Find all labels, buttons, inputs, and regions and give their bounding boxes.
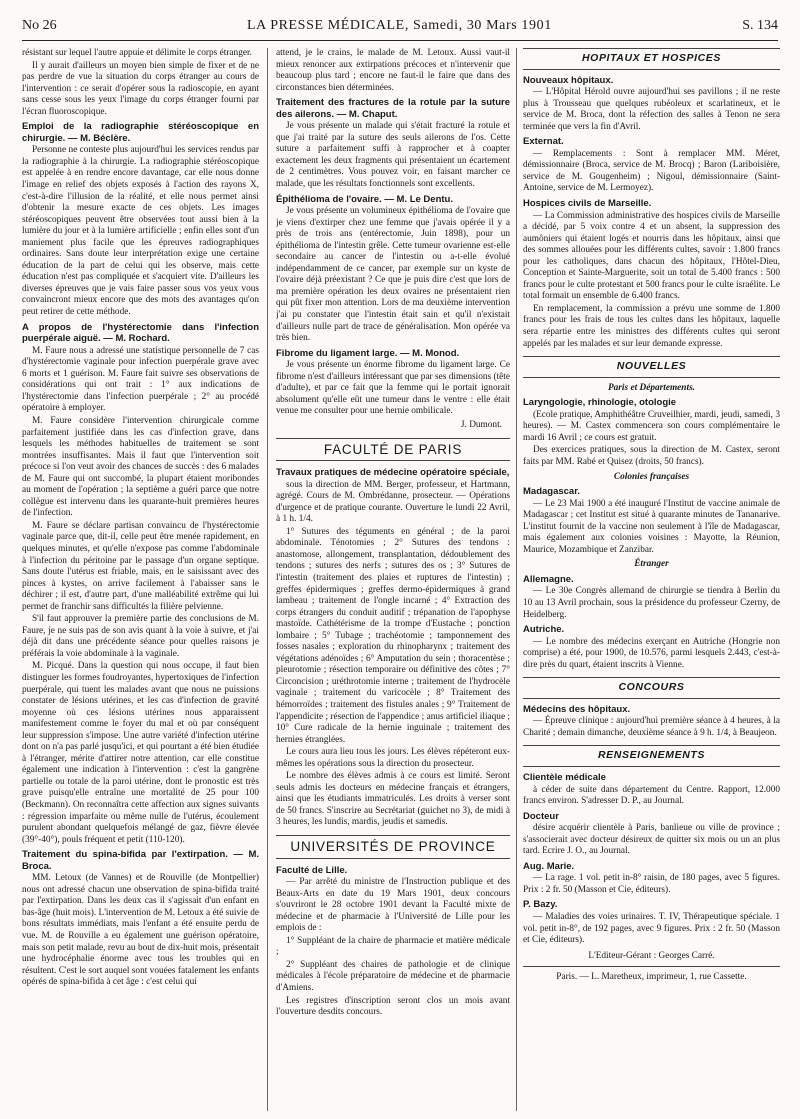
subsection-heading: Étranger: [634, 559, 669, 570]
section-heading: HOPITAUX ET HOSPICES: [523, 48, 780, 70]
paragraph: Le nombre des élèves admis à ce cours est limité. Seront seuls admis les docteurs en médecine français et étrangers, ainsi que les étudiants immatriculés. Les droits à verser sont de 50 francs. S'inscrire au Secrétariat (guichet no 3), de midi à 3 heures, les lundis, mardis, jeudis et samedis.: [276, 771, 510, 828]
paragraph: Il y aurait d'ailleurs un moyen bien simple de fixer et de ne pas perdre de vue la situation du corps étranger au cours de l'intervention : ce serait d'opérer sous la radioscopie, en ayant sans cesse sous les yeux l'image du corps étranger fourni par l'écran fluoroscopique.: [22, 60, 259, 117]
article-heading: Madagascar.: [523, 486, 581, 498]
article-heading: Nouveaux hôpitaux.: [523, 74, 614, 86]
paragraph: — La rage. 1 vol. petit in-8° raisin, de 180 pages, avec 5 figures. Prix : 2 fr. 50 (Masson et Cie, éditeurs).: [523, 873, 780, 895]
journal-title: LA PRESSE MÉDICALE, Samedi, 30 Mars 1901: [247, 18, 552, 33]
article-heading: Médecins des hôpitaux.: [523, 703, 631, 715]
paragraph: résistant sur lequel l'autre appuie et délimite le corps étranger.: [22, 48, 252, 58]
paragraph: Le cours aura lieu tous les jours. Les élèves répéteront eux-mêmes les opérations sous la direction du prosecteur.: [276, 747, 510, 769]
article-heading: Fibrome du ligament large. — M. Monod.: [276, 347, 460, 359]
paragraph: — Le 23 Mai 1900 a été inauguré l'Institut de vaccine animale de Madagascar ; cet Institut est situé à quarante minutes de Tananarive. L'institut fournit de la vaccine non seulement à l'île de Madagascar, mais également aux colonies voisines : Mayotte, la Réunion, Maurice, Mozambique et Zanzibar.: [523, 498, 780, 555]
page-header: [22, 18, 778, 38]
column-1: [22, 48, 259, 1114]
article-heading: Faculté de Lille.: [276, 864, 348, 876]
section-heading: RENSEIGNEMENTS: [523, 745, 780, 767]
paragraph: à céder de suite dans département du Centre. Rapport, 12.000 francs environ. S'adresser D. P., au Journal.: [523, 784, 780, 807]
paragraph: 1° Suppléant de la chaire de pharmacie et matière médicale ;: [276, 935, 510, 958]
book-notice-author: P. Bazy.: [523, 899, 558, 911]
section-heading: CONCOURS: [523, 677, 780, 699]
section-heading: NOUVELLES: [523, 356, 780, 378]
paragraph: Des exercices pratiques, sous la direction de M. Castex, seront faits par MM. Rabé et Quisez (droits, 50 francs).: [523, 445, 780, 467]
subsection-heading: Paris et Départements.: [607, 382, 696, 393]
header-rule: [22, 40, 778, 41]
paragraph: MM. Letoux (de Vannes) et de Rouville (de Montpellier) nous ont adressé chacun une observation de spina-bifida traité par l'extirpation. Dans les deux cas il s'agissait d'un enfant en bas-âge (huit mois). L'intervention de M. Letoux a été suivie de bons résultats immédiats, mais l'enfant a été ensuite perdu de vue. M. de Rouville a eu également une guérison opératoire, mais son petit malade, revu au bout de dix-huit mois, présentait une hydrocéphalie énorme avec tous les troubles qui en résultent. C'est le sort auquel sont vouées fatalement les enfants opérés de spina-bifida à cet âge : c'est celui qui: [22, 873, 259, 988]
classified-heading: Docteur: [523, 810, 559, 822]
classified-heading: Clientèle médicale: [523, 771, 606, 783]
paragraph: M. Faure considère l'intervention chirurgicale comme parfaitement justifiée dans les cas d'infection grave, dans lesquels les méthodes habituelles de traitement se sont montrées insuffisantes. Mais il faut que l'intervention soit précoce si l'on veut avoir des chances de succès : des 6 malades de M. Faure qui ont succombé, la plupart étaient moribondes au moment de l'opération ; la septième a guéri parce que notre collègue est intervenu dans les quarante-huit premières heures de l'infection.: [22, 415, 259, 519]
column-3: [523, 48, 780, 1114]
paragraph: — Par arrêté du ministre de l'Instruction publique et des Beaux-Arts en date du 19 Mars 1901, deux concours s'ouvriront le 28 octobre 1901 devant la Faculté mixte de médecine et de pharmacie à l'Université de Lille pour les emplois de :: [276, 877, 510, 934]
paragraph: — Le nombre des médecins exerçant en Autriche (Hongrie non comprise) a été, pour 1900, de 10.576, parmi lesquels 2.443, c'est-à-dire près du quart, étaient inscrits à Vienne.: [523, 636, 780, 670]
paragraph: Je vous présente un énorme fibrome du ligament large. Ce fibrome n'est d'ailleurs intéressant que par ses dimensions (tête d'adulte), et par ce fait que la femme qui le portait ignorait absolument qu'elle eût une tumeur dans le ventre : elle était venue me consulter pour une hernie ombilicale.: [276, 360, 510, 417]
paragraph: En remplacement, la commission a prévu une somme de 1.800 francs pour les frais de tous les cultes dans les hôpitaux, laquelle sera répartie entre les ministres des différents cultes qui seront appelés par les malades et sur leur demande expresse.: [523, 303, 780, 349]
paragraph: 2° Suppléant des chaires de pathologie et de clinique médicales à l'école préparatoire de médecine et de pharmacie d'Amiens.: [276, 959, 510, 994]
article-heading: Travaux pratiques de médecine opératoire spéciale,: [276, 467, 510, 479]
paragraph: Je vous présente un volumineux épithélioma de l'ovaire que je viens d'extirper chez une femme que j'avais opérée il y a près de trois ans (entérectomie, Juin 1898), pour un épithélioma de l'intestin grêle. Cette tumeur ovarienne est-elle secondaire au cancer de l'intestin ou a-t-elle évolué indépendamment de ce cancer, par exemple sur un kyste de l'ovaire déjà préexistant ? Ce que je puis dire c'est que lors de ma première opération les deux ovaires ne présentaient rien qui pût fixer mon attention. Lors de ma deuxième intervention j'ai pu constater que l'intestin était sain et qu'il n'existait d'ailleurs nulle part de trace de généralisation. Mon opérée va très bien.: [276, 206, 510, 344]
paragraph: désire acquérir clientèle à Paris, banlieue ou ville de province ; s'associerait avec docteur désireux de quitter six mois ou un an plus tard. Ecrire J. O., au Journal.: [523, 823, 780, 857]
article-heading: Allemagne.: [523, 573, 574, 585]
paragraph: M. Faure se déclare partisan convaincu de l'hystérectomie vaginale parce que, dit-il, celle peut être menée rapidement, en quelques minutes, et qu'elle n'expose pas comme l'abdominale à l'infection du péritoine par le passage d'un organe septique. Sans doute l'utérus est friable, mais, en le saisissant avec des pinces à kystes, on arrive facilement à l'abaisser sans le déchirer ; il est, d'autre part, d'une malléabilité extrême qui lui permet de franchir sans difficultés la filière pelvienne.: [22, 520, 259, 612]
paragraph: M. Faure nous a adressé une statistique personnelle de 7 cas d'hystérectomie vaginale pour infection puerpérale grave avec 6 morts et 1 guérison. M. Faure fait suivre ses observations de considérations qui ont trait : 1° aux indications de l'hystérectomie dans l'infection puerpérale ; 2° au procédé opératoire à employer.: [22, 345, 259, 414]
column-divider: [516, 48, 517, 1111]
printer-line: Paris. — L. Maretheux, imprimeur, 1, rue Cassette.: [523, 966, 780, 984]
paragraph: — Maladies des voies urinaires. T. IV, Thérapeutique spéciale. 1 vol. petit in-8°, de 192 pages, avec 9 figures. Prix : 2 fr. 50 (Masson et Cie, éditeurs).: [523, 912, 780, 946]
article-heading: Autriche.: [523, 624, 565, 636]
paragraph: — Remplacements : Sont à remplacer MM. Méret, démissionnaire (Broca, service de M. Brocq) ; Baron (Lariboisière, service de M. Gougenheim) ; Nigoul, démissionnaire (Saint-Antoine, service de M. Lermoyez).: [523, 148, 780, 194]
paragraph: — La Commission administrative des hospices civils de Marseille a décidé, par 5 voix contre 4 et un absent, la suppression des aumôniers qui étaient logés et nourris dans les hôpitaux, ainsi que des sommes allouées pour les différents cultes, savoir : 1.800 francs pour les catholiques, dans chacun des hôpitaux, l'Hôtel-Dieu, Conception et Sainte-Marguerite, soit un total de 5.400 francs : 500 francs pour le culte protestant et 500 francs pour le culte israélite. Le total formait un ensemble de 6.400 francs.: [523, 210, 780, 302]
paragraph: — Le 30e Congrès allemand de chirurgie se tiendra à Berlin du 10 au 13 Avril prochain, sous la présidence du professeur Czerny, de Heidelberg.: [523, 586, 780, 620]
subsection-heading: Colonies françaises: [613, 471, 690, 482]
paragraph: Je vous présente un malade qui s'était fracturé la rotule et que j'ai traité par la suture des seuls ailerons de l'os. Cette suture a parfaitement suffi à rapprocher et à coapter exactement les deux fragments qui présentaient un écartement de 2 centimètres. Vous pouvez voir, en faisant marcher ce malade, que les résultats fonctionnels sont excellents.: [276, 121, 510, 190]
paragraph: — L'Hôpital Hérold ouvre aujourd'hui ses pavillons ; il ne reste plus à Trousseau que quelques rubéoleux et scarlatineux, et le service de M. Broca, dont la réfection des salles à Tenon ne sera terminée que vers la fin d'Avril.: [523, 87, 780, 132]
book-notice-author: Aug. Marie.: [523, 860, 575, 872]
paragraph: Les registres d'inscription seront clos un mois avant l'ouverture desdits concours.: [276, 995, 510, 1018]
page-number: S. 134: [742, 18, 778, 33]
article-heading: Emploi de la radiographie stéréoscopique en chirurgie. — M. Béclère.: [22, 121, 259, 144]
section-heading: UNIVERSITÉS DE PROVINCE: [276, 835, 510, 859]
paragraph: M. Picqué. Dans la question qui nous occupe, il faut bien distinguer les formes foudroyantes, hypertoxiques de l'infection puerpérale, qui tuent les malades avant que nous ne puissions constater de lésions utérines, et les cas d'infection de gravité moyenne où ces lésions utérines nous apparaissent manifestement comme le foyer du mal et où par conséquent leur suppression s'impose. Une autre variété d'infection utérine dont on n'a pas parlé jusqu'ici, et qui pourtant a été bien étudiée à l'étranger, mérite d'attirer notre attention, car elle constitue également une indication à l'intervention : c'est la gangrène partielle ou totale de la paroi utérine, dont le pronostic est très grave puisqu'elle entraîne une mortalité de 25 pour 100 (Beckmann). On reconnaîtra cette affection aux signes suivants : régression imparfaite ou même nulle de l'utérus, écoulement purulent abondant quelquefois mélangé de gaz, fièvre élevée (39°-40°), pouls fréquent et petit (110-120).: [22, 661, 259, 845]
paragraph: — Épreuve clinique : aujourd'hui première séance à 4 heures, à la Charité ; demain dimanche, deuxième séance à 9 h. 1/4, à Beaujeon.: [523, 716, 780, 738]
article-heading: Laryngologie, rhinologie, otologie: [523, 397, 677, 409]
section-heading: FACULTÉ DE PARIS: [276, 438, 510, 462]
article-heading: Hospices civils de Marseille.: [523, 198, 652, 210]
column-2: [276, 48, 510, 1114]
paragraph: Personne ne conteste plus aujourd'hui les services rendus par la radiographie à la chirurgie. La radiographie stéréoscopique est appelée à en rendre encore davantage, car elle nous donne l'image en relief des objets exposés à l'action des rayons X, c'est-à-dire l'illusion de la réalité, et elle nous permet ainsi d'obtenir la mesure exacte de ces objets. Les images stéréoscopiques peuvent être observées tout aussi bien à la lumière du jour et à la lumière artificielle ; enfin elles sont d'un maniement plus facile que les épreuves radiographiques ordinaires. Sans doute leur interprétation exige une certaine éducation de la part de celui qui les observe, mais cette éducation n'est pas compliquée et s'acquiert vite. D'ailleurs les diverses épreuves que je vais faire passer sous vos yeux vous convaincront mieux encore que des mots des avantages qu'on peut retirer de cette méthode.: [22, 145, 259, 318]
editor-line: L'Editeur-Gérant : Georges Carré.: [588, 950, 715, 961]
article-heading: A propos de l'hystérectomie dans l'infection puerpérale aiguë. — M. Rochard.: [22, 321, 259, 345]
paragraph: 1° Sutures des téguments en général ; de la paroi abdominale. Ténotomies ; 2° Sutures des tendons : anastomose, allongement, transplantation, dédoublement des tendons ; sutures des nerfs ; sutures des os ; 3° Sutures de l'intestin (traitement des plaies et ruptures de l'intestin) ; greffes épidermiques ; greffes dermo-épidermiques à grand lambeau ; traitement de l'ongle incarné ; 4° Extraction des corps étrangers du conduit auditif ; trépanation de l'apophyse mastoïde. Cathétérisme de la trompe d'Eustache ; ponction lombaire ; 5° Tubage ; trachéotomie ; tamponnement des fosses nasales ; exploration du rhinopharynx ; traitement des végétations adénoïdes ; 6° Amputation du sein ; thoracentèse ; pleurotomie ; résection temporaire ou définitive des côtes ; 7° Circoncision ; uréthrotomie interne ; traitement de l'hydrocèle vaginale ; traitement du varicocèle ; 8° Traitement des hémorroïdes ; traitement des fistules anales ; 9° Traitement de l'appendicite ; résection de l'appendice ; anus artificiel iliaque ; 10° Cure radicale de la hernie inguinale ; traitement des hernies étranglées.: [276, 526, 510, 745]
author-signature: J. Dumont.: [460, 419, 502, 430]
column-divider: [267, 48, 268, 1111]
article-heading: Traitement du spina-bifida par l'extirpation. — M. Broca.: [22, 849, 259, 872]
article-heading: Traitement des fractures de la rotule par la suture des ailerons. — M. Chaput.: [276, 97, 510, 120]
paragraph: sous la direction de MM. Berger, professeur, et Hartmann, agrégé. Cours de M. Ombrédanne, prosecteur. — Opérations d'urgence et de pratique courante. Ouverture le lundi 22 Avril, à 1 h. 1/4.: [276, 479, 510, 525]
article-heading: Externat.: [523, 136, 564, 148]
article-heading: Épithélioma de l'ovaire. — M. Le Dentu.: [276, 193, 453, 205]
paragraph: S'il faut approuver la première partie des conclusions de M. Faure, je ne suis pas de son avis quant à la voie à suivre, et j'ai déjà dit dans une précédente séance pour quelles raisons je préférais la voie abdominale à la vaginale.: [22, 614, 259, 659]
paragraph: (Ecole pratique, Amphithéâtre Cruveilhier, mardi, jeudi, samedi, 3 heures). — M. Castex commencera son cours complémentaire le mardi 16 Avril ; ce cours est gratuit.: [523, 409, 780, 443]
issue-number: No 26: [22, 18, 57, 33]
paragraph: attend, je le crains, le malade de M. Letoux. Aussi vaut-il mieux renoncer aux extirpations précoces et n'intervenir que beaucoup plus tard ; encore ne faut-il le faire que dans des circonstances bien déterminées.: [276, 48, 510, 93]
